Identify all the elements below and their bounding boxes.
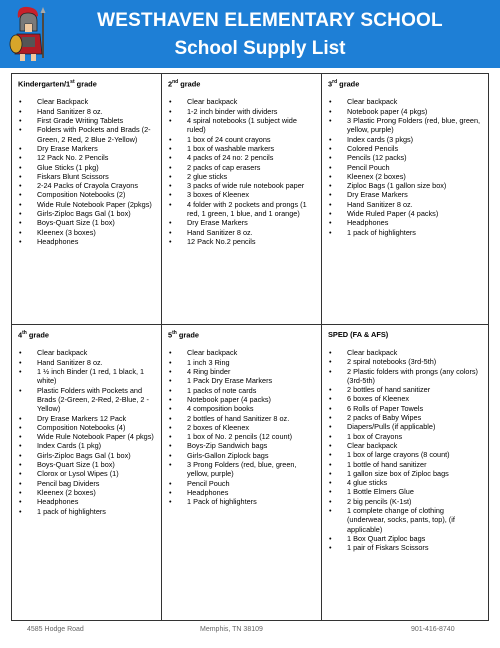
list-item: • 1 packs of note cards bbox=[168, 386, 317, 395]
list-item: • 2 Plastic folders with prongs (any colors) (3rd-5th) bbox=[328, 367, 484, 386]
list-item: • 2 spiral notebooks (3rd-5th) bbox=[328, 357, 484, 366]
list-item: • 12 Pack No.2 pencils bbox=[168, 237, 317, 246]
cell-5th-grade bbox=[162, 325, 321, 621]
list-item: • Clear backpack bbox=[328, 97, 484, 106]
supply-grid bbox=[11, 73, 489, 621]
list-item: • Pencils (12 packs) bbox=[328, 153, 484, 162]
cell-kindergarten-1st bbox=[12, 74, 161, 324]
list-item: • Wide Rule Notebook Paper (4 pkgs) bbox=[18, 432, 157, 441]
list-item: • 1 Bottle Elmers Glue bbox=[328, 487, 484, 496]
page-title: School Supply List bbox=[174, 38, 346, 59]
list-item: • Boys-Zip Sandwich bags bbox=[168, 441, 317, 450]
cell-sped bbox=[322, 325, 488, 621]
cell-3rd-grade bbox=[322, 74, 488, 324]
list-item: • 1 Box Quart Ziploc bags bbox=[328, 534, 484, 543]
list-item: • 2 packs of Baby Wipes bbox=[328, 413, 484, 422]
list-item: • Headphones bbox=[168, 488, 317, 497]
list-item: • Dry Erase Markers 12 Pack bbox=[18, 414, 157, 423]
list-item: • Composition Notebooks (2) bbox=[18, 190, 157, 199]
list-item: • 3 boxes of Kleenex bbox=[168, 190, 317, 199]
list-item: • 12 Pack No. 2 Pencils bbox=[18, 153, 157, 162]
list-item: • Pencil Pouch bbox=[328, 163, 484, 172]
list-item: • 2 bottles of hand Sanitizer 8 oz. bbox=[168, 414, 317, 423]
list-item: • 1 box of washable markers bbox=[168, 144, 317, 153]
list-item: • 6 boxes of Kleenex bbox=[328, 394, 484, 403]
list-item: • 3 Plastic Prong Folders (red, blue, green, yellow, purple) bbox=[328, 116, 484, 135]
list-item: • Notebook paper (4 packs) bbox=[168, 395, 317, 404]
list-item: • Clorox or Lysol Wipes (1) bbox=[18, 469, 157, 478]
list-item: • 4 Ring binder bbox=[168, 367, 317, 376]
list-item: • 4 packs of 24 no: 2 pencils bbox=[168, 153, 317, 162]
grade-title: 2nd grade bbox=[168, 79, 201, 89]
list-item: • Dry Erase Markers bbox=[328, 190, 484, 199]
list-item: • Glue Sticks (1 pkg) bbox=[18, 163, 157, 172]
list-item: • Hand Sanitizer 8 oz. bbox=[18, 358, 157, 367]
list-item: • Clear backpack bbox=[328, 441, 484, 450]
list-item: • 4 folder with 2 pockets and prongs (1 red, 1 green, 1 blue, and 1 orange) bbox=[168, 200, 317, 219]
list-item: • Dry Erase Markers bbox=[168, 218, 317, 227]
cell-4th-grade bbox=[12, 325, 161, 621]
list-item: • 1 box of large crayons (8 count) bbox=[328, 450, 484, 459]
list-item: • Fiskars Blunt Scissors bbox=[18, 172, 157, 181]
cell-2nd-grade bbox=[162, 74, 321, 324]
list-item: • 4 composition books bbox=[168, 404, 317, 413]
list-item: • Hand Sanitizer 8 oz. bbox=[328, 200, 484, 209]
list-item: • Diapers/Pulls (if applicable) bbox=[328, 422, 484, 431]
list-item: • 2 packs of cap erasers bbox=[168, 163, 317, 172]
grade-title: SPED (FA & AFS) bbox=[328, 330, 389, 339]
list-item: • Girls-Gallon Ziplock bags bbox=[168, 451, 317, 460]
list-item: • 3 Prong Folders (red, blue, green, yellow, purple) bbox=[168, 460, 317, 479]
list-item: • 6 Rolls of Paper Towels bbox=[328, 404, 484, 413]
list-item: • 1 Pack Dry Erase Markers bbox=[168, 376, 317, 385]
header-banner bbox=[0, 0, 500, 68]
list-item: • Plastic Folders with Pockets and Brads (2-Green, 2-Red, 2-Blue, 2 -Yellow) bbox=[18, 386, 157, 414]
list-item: • 1 box of No. 2 pencils (12 count) bbox=[168, 432, 317, 441]
supply-list bbox=[18, 97, 157, 246]
list-item: • 1 pack of highlighters bbox=[328, 228, 484, 237]
grade-title: 4th grade bbox=[18, 330, 50, 340]
list-item: • 1 box of Crayons bbox=[328, 432, 484, 441]
list-item: • 3 packs of wide rule notebook paper bbox=[168, 181, 317, 190]
school-name: WESTHAVEN ELEMENTARY SCHOOL bbox=[97, 10, 443, 31]
list-item: • 1 ½ inch Binder (1 red, 1 black, 1 white) bbox=[18, 367, 157, 386]
list-item: • 2 big pencils (K-1st) bbox=[328, 497, 484, 506]
list-item: • 1 gallon size box of Ziploc bags bbox=[328, 469, 484, 478]
list-item: • Boys-Quart Size (1 box) bbox=[18, 218, 157, 227]
list-item: • Index Cards (1 pkg) bbox=[18, 441, 157, 450]
list-item: • Folders with Pockets and Brads (2-Green, 2 Red, 2 Blue 2-Yellow) bbox=[18, 125, 157, 144]
list-item: • 2 bottles of hand sanitizer bbox=[328, 385, 484, 394]
list-item: • First Grade Writing Tablets bbox=[18, 116, 157, 125]
list-item: • Ziploc Bags (1 gallon size box) bbox=[328, 181, 484, 190]
list-item: • Kleenex (2 boxes) bbox=[328, 172, 484, 181]
list-item: • Notebook paper (4 pkgs) bbox=[328, 107, 484, 116]
list-item: • Hand Sanitizer 8 oz. bbox=[168, 228, 317, 237]
list-item: • 1 Pack of highlighters bbox=[168, 497, 317, 506]
list-item: • Clear backpack bbox=[168, 97, 317, 106]
list-item: • Hand Sanitizer 8 oz. bbox=[18, 107, 157, 116]
list-item: • Index cards (3 pkgs) bbox=[328, 135, 484, 144]
list-item: • Kleenex (3 boxes) bbox=[18, 228, 157, 237]
list-item: • Kleenex (2 boxes) bbox=[18, 488, 157, 497]
list-item: • Clear backpack bbox=[18, 348, 157, 357]
supply-list bbox=[18, 348, 157, 515]
list-item: • 1 pair of Fiskars Scissors bbox=[328, 543, 484, 552]
list-item: • 4 glue sticks bbox=[328, 478, 484, 487]
list-item: • 1 inch 3 Ring bbox=[168, 358, 317, 367]
grade-title: 5th grade bbox=[168, 330, 200, 340]
list-item: • 1 pack of highlighters bbox=[18, 507, 157, 516]
list-item: • 1 complete change of clothing (underwear, socks, pants, top), (if applicable) bbox=[328, 506, 484, 534]
list-item: • 2 boxes of Kleenex bbox=[168, 423, 317, 432]
supply-list bbox=[168, 348, 317, 506]
list-item: • Boys-Quart Size (1 box) bbox=[18, 460, 157, 469]
list-item: • Headphones bbox=[18, 497, 157, 506]
grade-title: Kindergarten/1st grade bbox=[18, 79, 97, 89]
list-item: • 2 glue sticks bbox=[168, 172, 317, 181]
list-item: • Wide Ruled Paper (4 packs) bbox=[328, 209, 484, 218]
list-item: • Headphones bbox=[18, 237, 157, 246]
list-item: • Clear backpack bbox=[328, 348, 484, 357]
list-item: • Pencil bag Dividers bbox=[18, 479, 157, 488]
grade-title: 3rd grade bbox=[328, 79, 360, 89]
list-item: • Girls-Ziploc Bags Gal (1 box) bbox=[18, 451, 157, 460]
supply-list bbox=[168, 97, 317, 246]
list-item: • 2-24 Packs of Crayola Crayons bbox=[18, 181, 157, 190]
footer-city: Memphis, TN 38109 bbox=[200, 626, 263, 633]
list-item: • Girls-Ziploc Bags Gal (1 box) bbox=[18, 209, 157, 218]
list-item: • Clear Backpack bbox=[18, 97, 157, 106]
list-item: • Colored Pencils bbox=[328, 144, 484, 153]
list-item: • Clear backpack bbox=[168, 348, 317, 357]
list-item: • Wide Rule Notebook Paper (2pkgs) bbox=[18, 200, 157, 209]
list-item: • 1 bottle of hand sanitizer bbox=[328, 460, 484, 469]
list-item: • Headphones bbox=[328, 218, 484, 227]
list-item: • Dry Erase Markers bbox=[18, 144, 157, 153]
supply-list bbox=[328, 97, 484, 236]
list-item: • 4 spiral notebooks (1 subject wide ruled) bbox=[168, 116, 317, 135]
footer-phone: 901-416-8740 bbox=[411, 626, 455, 633]
footer-address: 4585 Hodge Road bbox=[27, 626, 84, 633]
list-item: • 1-2 inch binder with dividers bbox=[168, 107, 317, 116]
list-item: • Composition Notebooks (4) bbox=[18, 423, 157, 432]
list-item: • Pencil Pouch bbox=[168, 479, 317, 488]
supply-list bbox=[328, 348, 484, 553]
list-item: • 1 box of 24 count crayons bbox=[168, 135, 317, 144]
